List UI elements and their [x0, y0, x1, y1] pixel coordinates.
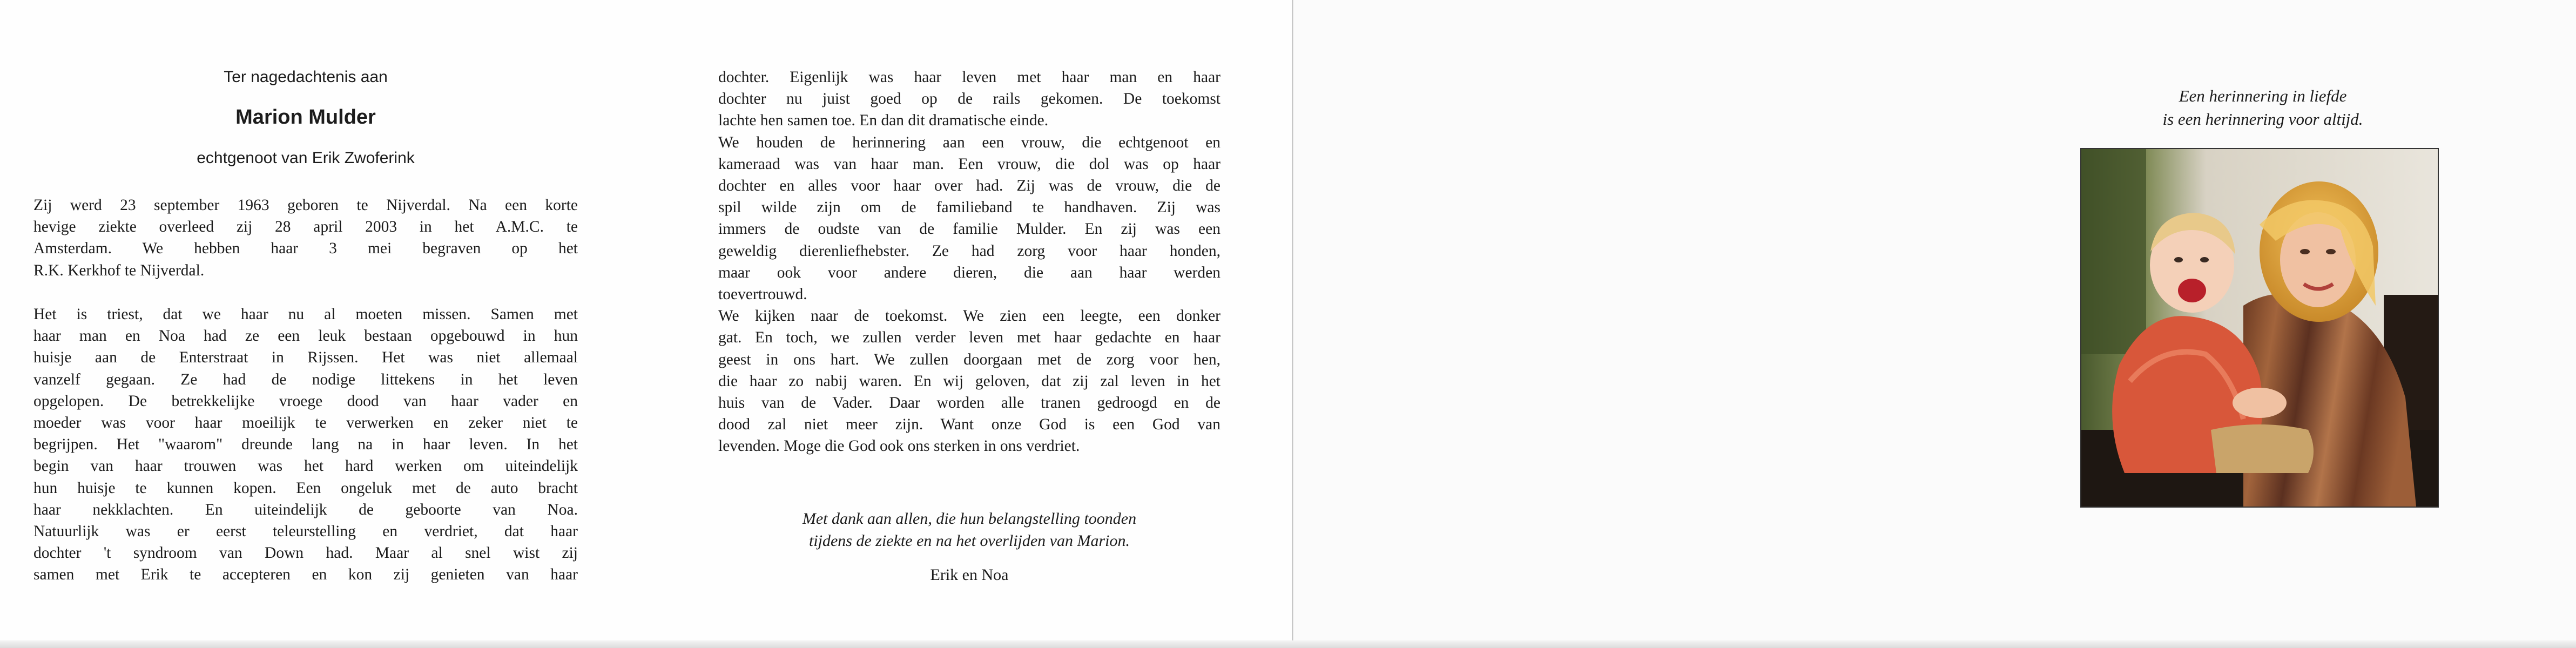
- text-line: dochter en alles voor haar over had. Zij was de vrouw, die de: [718, 177, 1220, 195]
- text-line: dochter. Eigenlijk was haar leven met haar man en haar: [718, 69, 1220, 86]
- text-line: dood zal niet meer zijn. Want onze God is een God van: [718, 416, 1220, 434]
- woman-eye: [2300, 249, 2310, 254]
- woman-hand: [2233, 388, 2287, 418]
- text-line: moeder was voor haar moeilijk te verwerken en zeker niet te: [33, 414, 578, 432]
- signature: Erik en Noa: [930, 566, 1009, 584]
- text-line: haar nekklachten. En uiteindelijk de geboorte van Noa.: [33, 501, 578, 518]
- text-line: kameraad was van haar man. Een vrouw, die dol was op haar: [718, 155, 1220, 173]
- child-legs: [2211, 424, 2314, 473]
- paragraph-remembrance: [718, 66, 1220, 457]
- text-line: We kijken naar de toekomst. We zien een leegte, een donker: [718, 307, 1220, 325]
- deceased-name: Marion Mulder: [235, 106, 376, 129]
- text-line: geest in ons hart. We zullen doorgaan met de zorg voor hen,: [718, 350, 1220, 368]
- child-mouth: [2178, 279, 2206, 302]
- text-line: maar ook voor andere dieren, die aan haar werden: [718, 264, 1220, 281]
- thanks-note: [718, 508, 1220, 552]
- woman-eye: [2326, 249, 2336, 254]
- text-line: opgelopen. De betrekkelijke vroege dood van haar vader en: [33, 392, 578, 410]
- text-line: begin van haar trouwen was het hard werken om uiteindelijk: [33, 457, 578, 475]
- intro-text: Ter nagedachtenis aan: [224, 68, 388, 86]
- text-line: geweldig dierenliefhebster. Ze had zorg voor haar honden,: [718, 242, 1220, 260]
- text-line: Amsterdam. We hebben haar 3 mei begraven op het: [33, 240, 578, 258]
- plant-foliage: [2081, 149, 2146, 354]
- text-line: toevertrouwd.: [718, 286, 807, 303]
- text-line: huis van de Vader. Daar worden alle tranen gedroogd en de: [718, 394, 1220, 412]
- text-line: begrijpen. Het "waarom" dreunde lang na in haar leven. In het: [33, 436, 578, 454]
- paragraph-life-story: [33, 303, 578, 586]
- text-line: samen met Erik te accepteren en kon zij genieten van haar: [33, 566, 578, 584]
- thanks-line: Met dank aan allen, die hun belangstelling toonden: [802, 510, 1137, 528]
- text-line: lachte hen samen toe. En dan dit dramatische einde.: [718, 112, 1049, 130]
- quote-line: is een herinnering voor altijd.: [2162, 110, 2363, 129]
- text-line: gat. En toch, we zullen verder leven met haar gedachte en haar: [718, 329, 1220, 347]
- fold-line: [1292, 0, 1293, 648]
- text-line: die haar zo nabij waren. En wij geloven, dat zij zal leven in het: [718, 372, 1220, 390]
- spouse-line: echtgenoot van Erik Zwoferink: [197, 149, 415, 167]
- card-bottom-edge: [0, 640, 2576, 648]
- thanks-line: tijdens de ziekte en na het overlijden van Marion.: [808, 532, 1130, 550]
- text-line: dochter nu juist goed op de rails gekomen. De toekomst: [718, 90, 1220, 108]
- text-line: dochter 't syndroom van Down had. Maar al snel wist zij: [33, 544, 578, 562]
- text-line: We houden de herinnering aan een vrouw, die echtgenoot en: [718, 133, 1220, 151]
- text-line: vanzelf gegaan. Ze had de nodige littekens in het leven: [33, 370, 578, 388]
- paragraph-birth-death: [33, 194, 578, 281]
- text-line: levenden. Moge die God ook ons sterken in ons verdriet.: [718, 437, 1080, 455]
- text-line: immers de oudste van de familie Mulder. En zij was een: [718, 220, 1220, 238]
- text-line: spil wilde zijn om de familieband te handhaven. Zij was: [718, 199, 1220, 217]
- text-line: haar man en Noa had ze een leuk bestaan opgebouwd in hun: [33, 327, 578, 345]
- text-line: hun huisje te kunnen kopen. Een ongeluk met de auto bracht: [33, 479, 578, 497]
- text-line: Het is triest, dat we haar nu al moeten missen. Samen met: [33, 306, 578, 323]
- child-eye: [2174, 257, 2183, 262]
- portrait-photo: [2080, 148, 2439, 508]
- left-page: [33, 0, 578, 648]
- text-line: Natuurlijk was er eerst teleurstelling en verdriet, dat haar: [33, 523, 578, 541]
- text-line: huisje aan de Enterstraat in Rijssen. Het was niet allemaal: [33, 349, 578, 367]
- memorial-quote: [1998, 84, 2527, 131]
- text-line: Zij werd 23 september 1963 geboren te Nijverdal. Na een korte: [33, 197, 578, 214]
- quote-line: Een herinnering in liefde: [2179, 86, 2347, 105]
- child-eye: [2200, 257, 2209, 262]
- text-line: R.K. Kerkhof te Nijverdal.: [33, 261, 205, 279]
- text-line: hevige ziekte overleed zij 28 april 2003 in het A.M.C. te: [33, 218, 578, 236]
- middle-page: [718, 0, 1220, 648]
- photo-illustration: [2081, 149, 2438, 507]
